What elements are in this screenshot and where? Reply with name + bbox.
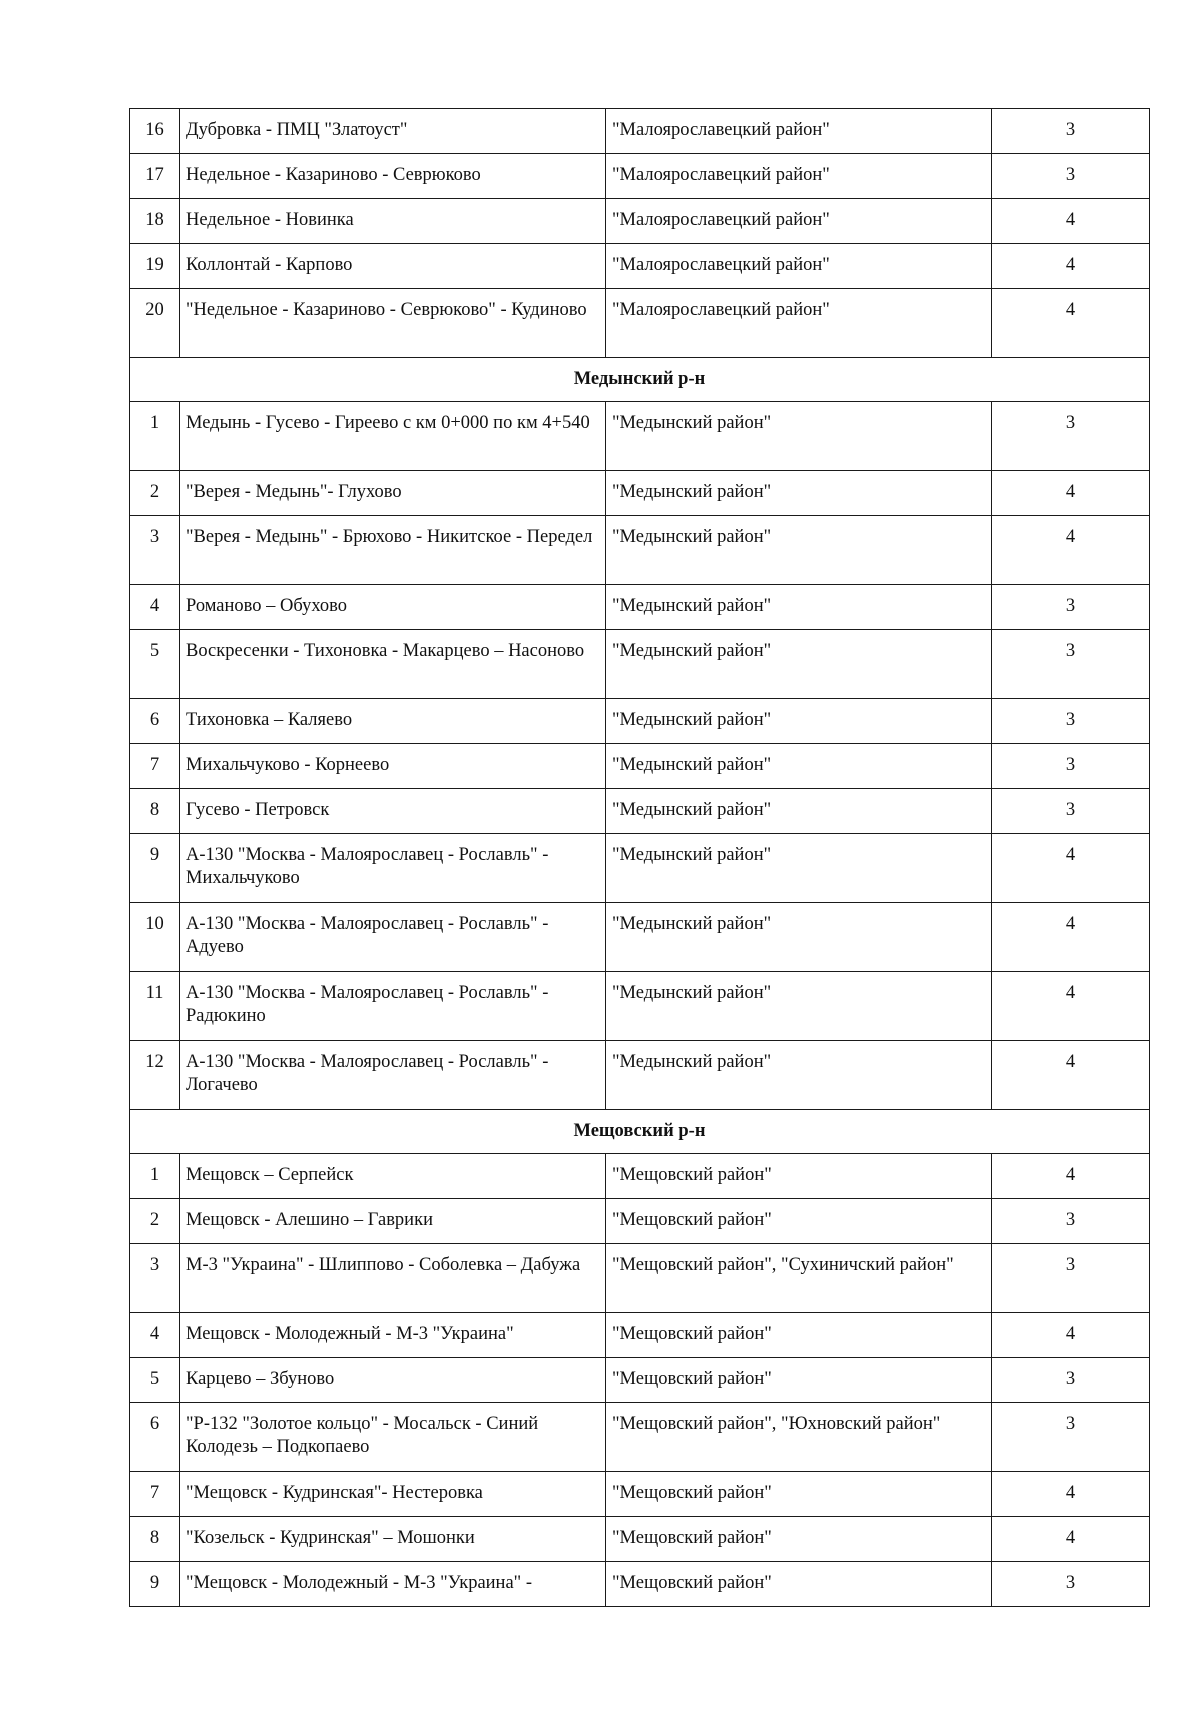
road-name-cell: Михальчуково - Корнеево (180, 744, 606, 789)
category-cell: 3 (992, 1403, 1150, 1472)
owner-cell: "Медынский район" (606, 1041, 992, 1110)
road-name-cell: Недельное - Казариново - Севрюково (180, 154, 606, 199)
owner-cell: "Медынский район" (606, 471, 992, 516)
owner-cell: "Медынский район" (606, 402, 992, 471)
section-title: Медынский р-н (130, 358, 1150, 402)
category-cell: 3 (992, 789, 1150, 834)
category-cell: 4 (992, 199, 1150, 244)
row-number-cell: 1 (130, 1154, 180, 1199)
category-cell: 4 (992, 1313, 1150, 1358)
table-row (130, 903, 1150, 972)
road-name-cell: Недельное - Новинка (180, 199, 606, 244)
owner-cell: "Мещовский район" (606, 1199, 992, 1244)
table-row (130, 744, 1150, 789)
owner-cell: "Малоярославецкий район" (606, 199, 992, 244)
section-title: Мещовский р-н (130, 1110, 1150, 1154)
owner-cell: "Медынский район" (606, 834, 992, 903)
row-number-cell: 6 (130, 1403, 180, 1472)
category-cell: 3 (992, 699, 1150, 744)
section-header-row (130, 358, 1150, 402)
owner-cell: "Малоярославецкий район" (606, 154, 992, 199)
table-row (130, 471, 1150, 516)
category-cell: 3 (992, 744, 1150, 789)
table-row (130, 585, 1150, 630)
row-number-cell: 4 (130, 1313, 180, 1358)
road-name-cell: А-130 "Москва - Малоярославец - Рославль" - Адуево (180, 903, 606, 972)
road-name-cell: "Верея - Медынь" - Брюхово - Никитское - Передел (180, 516, 606, 585)
road-name-cell: А-130 "Москва - Малоярославец - Рославль" - Михальчуково (180, 834, 606, 903)
road-name-cell: А-130 "Москва - Малоярославец - Рославль" - Логачево (180, 1041, 606, 1110)
table-row (130, 1154, 1150, 1199)
road-name-cell: Гусево - Петровск (180, 789, 606, 834)
table-row (130, 244, 1150, 289)
table-row (130, 1041, 1150, 1110)
owner-cell: "Мещовский район" (606, 1358, 992, 1403)
row-number-cell: 19 (130, 244, 180, 289)
table-row (130, 972, 1150, 1041)
road-name-cell: Медынь - Гусево - Гиреево с км 0+000 по км 4+540 (180, 402, 606, 471)
category-cell: 4 (992, 834, 1150, 903)
row-number-cell: 3 (130, 1244, 180, 1313)
table-row (130, 1403, 1150, 1472)
row-number-cell: 12 (130, 1041, 180, 1110)
road-name-cell: А-130 "Москва - Малоярославец - Рославль" - Радюкино (180, 972, 606, 1041)
row-number-cell: 17 (130, 154, 180, 199)
owner-cell: "Медынский район" (606, 972, 992, 1041)
owner-cell: "Мещовский район" (606, 1313, 992, 1358)
owner-cell: "Мещовский район" (606, 1562, 992, 1607)
table-row (130, 516, 1150, 585)
row-number-cell: 1 (130, 402, 180, 471)
category-cell: 4 (992, 1154, 1150, 1199)
table-row (130, 1358, 1150, 1403)
road-name-cell: Мещовск – Серпейск (180, 1154, 606, 1199)
row-number-cell: 16 (130, 109, 180, 154)
table-row (130, 630, 1150, 699)
category-cell: 4 (992, 244, 1150, 289)
owner-cell: "Мещовский район", "Сухиничский район" (606, 1244, 992, 1313)
road-name-cell: "Недельное - Казариново - Севрюково" - Кудиново (180, 289, 606, 358)
table-row (130, 199, 1150, 244)
category-cell: 4 (992, 471, 1150, 516)
owner-cell: "Медынский район" (606, 789, 992, 834)
category-cell: 4 (992, 1041, 1150, 1110)
owner-cell: "Медынский район" (606, 630, 992, 699)
owner-cell: "Медынский район" (606, 516, 992, 585)
roads-table (129, 108, 1150, 1607)
owner-cell: "Мещовский район" (606, 1154, 992, 1199)
section-header-row (130, 1110, 1150, 1154)
road-name-cell: Мещовск - Алешино – Гаврики (180, 1199, 606, 1244)
road-name-cell: "Верея - Медынь"- Глухово (180, 471, 606, 516)
category-cell: 3 (992, 154, 1150, 199)
road-name-cell: Дубровка - ПМЦ "Златоуст" (180, 109, 606, 154)
road-name-cell: Карцево – Збуново (180, 1358, 606, 1403)
road-name-cell: Тихоновка – Каляево (180, 699, 606, 744)
owner-cell: "Медынский район" (606, 903, 992, 972)
category-cell: 4 (992, 972, 1150, 1041)
row-number-cell: 6 (130, 699, 180, 744)
category-cell: 3 (992, 585, 1150, 630)
category-cell: 3 (992, 1199, 1150, 1244)
owner-cell: "Малоярославецкий район" (606, 109, 992, 154)
row-number-cell: 4 (130, 585, 180, 630)
owner-cell: "Мещовский район" (606, 1517, 992, 1562)
category-cell: 3 (992, 109, 1150, 154)
category-cell: 3 (992, 1562, 1150, 1607)
table-row (130, 1472, 1150, 1517)
owner-cell: "Малоярославецкий район" (606, 244, 992, 289)
owner-cell: "Малоярославецкий район" (606, 289, 992, 358)
row-number-cell: 20 (130, 289, 180, 358)
table-row (130, 402, 1150, 471)
row-number-cell: 10 (130, 903, 180, 972)
owner-cell: "Медынский район" (606, 744, 992, 789)
category-cell: 4 (992, 289, 1150, 358)
row-number-cell: 3 (130, 516, 180, 585)
owner-cell: "Медынский район" (606, 585, 992, 630)
table-row (130, 699, 1150, 744)
owner-cell: "Мещовский район" (606, 1472, 992, 1517)
category-cell: 4 (992, 516, 1150, 585)
row-number-cell: 11 (130, 972, 180, 1041)
row-number-cell: 9 (130, 834, 180, 903)
category-cell: 4 (992, 903, 1150, 972)
table-row (130, 154, 1150, 199)
road-name-cell: Коллонтай - Карпово (180, 244, 606, 289)
road-name-cell: Воскресенки - Тихоновка - Макарцево – Насоново (180, 630, 606, 699)
row-number-cell: 8 (130, 1517, 180, 1562)
road-name-cell: "Мещовск - Кудринская"- Нестеровка (180, 1472, 606, 1517)
road-name-cell: "Мещовск - Молодежный - М-3 "Украина" - (180, 1562, 606, 1607)
table-row (130, 1517, 1150, 1562)
category-cell: 3 (992, 402, 1150, 471)
table-row (130, 1244, 1150, 1313)
row-number-cell: 5 (130, 1358, 180, 1403)
road-name-cell: Романово – Обухово (180, 585, 606, 630)
table-row (130, 834, 1150, 903)
road-name-cell: Мещовск - Молодежный - М-3 "Украина" (180, 1313, 606, 1358)
table-row (130, 289, 1150, 358)
row-number-cell: 9 (130, 1562, 180, 1607)
owner-cell: "Мещовский район", "Юхновский район" (606, 1403, 992, 1472)
row-number-cell: 18 (130, 199, 180, 244)
table-row (130, 109, 1150, 154)
road-name-cell: "Козельск - Кудринская" – Мошонки (180, 1517, 606, 1562)
row-number-cell: 7 (130, 1472, 180, 1517)
roads-table-body (130, 109, 1150, 1607)
category-cell: 3 (992, 630, 1150, 699)
road-name-cell: М-3 "Украина" - Шлиппово - Соболевка – Дабужа (180, 1244, 606, 1313)
table-row (130, 1313, 1150, 1358)
road-name-cell: "Р-132 "Золотое кольцо" - Мосальск - Синий Колодезь – Подкопаево (180, 1403, 606, 1472)
row-number-cell: 2 (130, 471, 180, 516)
category-cell: 4 (992, 1472, 1150, 1517)
table-row (130, 1562, 1150, 1607)
owner-cell: "Медынский район" (606, 699, 992, 744)
table-row (130, 1199, 1150, 1244)
row-number-cell: 5 (130, 630, 180, 699)
row-number-cell: 2 (130, 1199, 180, 1244)
category-cell: 4 (992, 1517, 1150, 1562)
row-number-cell: 8 (130, 789, 180, 834)
row-number-cell: 7 (130, 744, 180, 789)
category-cell: 3 (992, 1358, 1150, 1403)
table-row (130, 789, 1150, 834)
category-cell: 3 (992, 1244, 1150, 1313)
